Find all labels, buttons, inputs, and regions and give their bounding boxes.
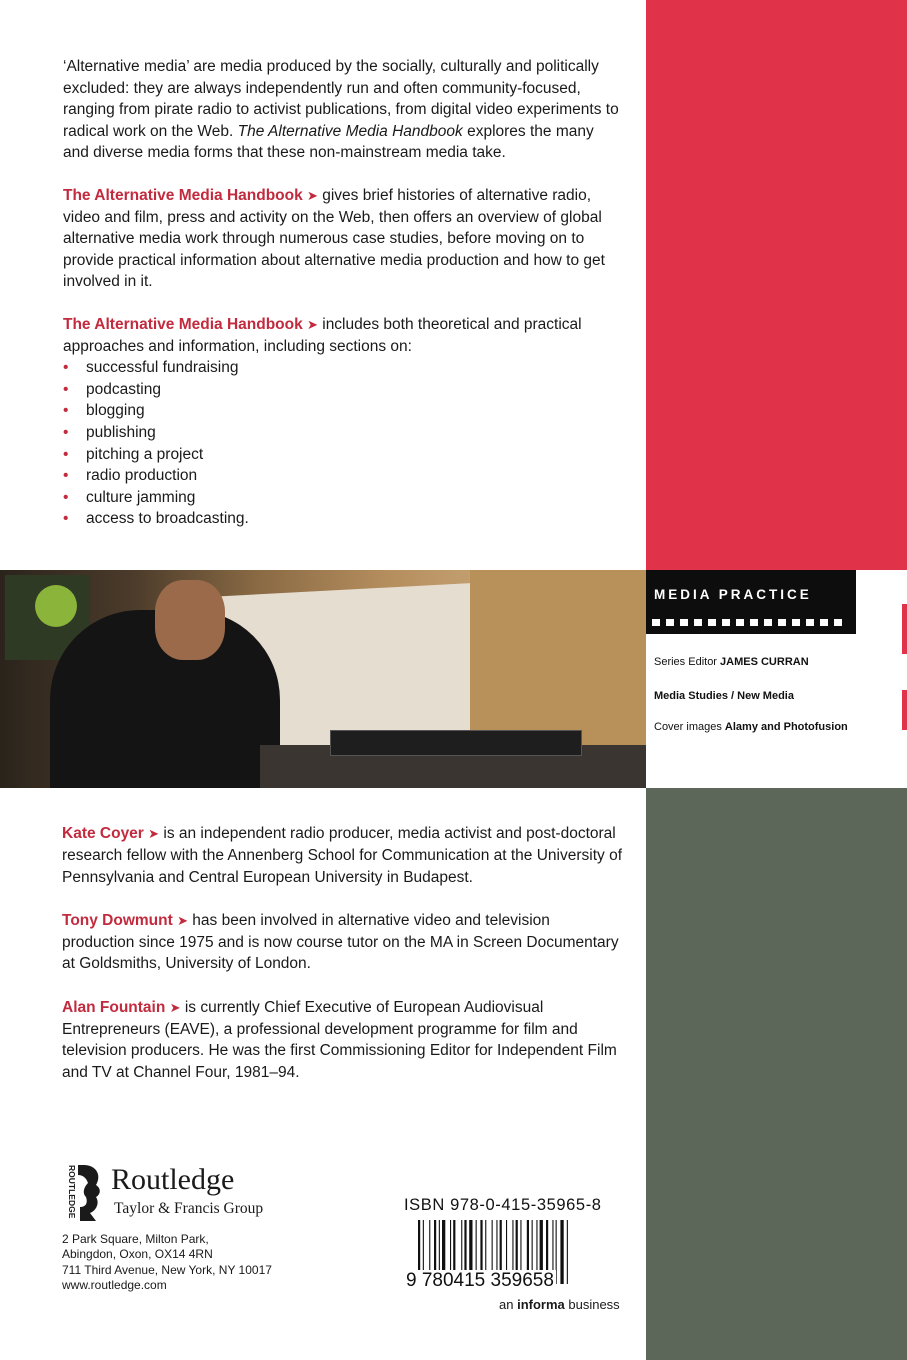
routledge-logo-icon — [62, 1163, 104, 1221]
cover-credit: Cover images Alamy and Photofusion — [654, 721, 848, 733]
list-item: • podcasting — [63, 379, 623, 401]
author-name: Alan Fountain — [62, 998, 166, 1016]
list-item: • successful fundraising — [63, 357, 623, 379]
film-strip-holes — [652, 619, 842, 626]
author-name: Tony Dowmunt — [62, 911, 173, 929]
list-item: • blogging — [63, 400, 623, 422]
publisher-url: www.routledge.com — [62, 1277, 167, 1292]
arrow-icon: ➤ — [307, 316, 318, 332]
svg-text:ROUTLEDGE: ROUTLEDGE — [67, 1165, 77, 1219]
publisher-group: Taylor & Francis Group — [114, 1200, 264, 1217]
publisher-address: 2 Park Square, Milton Park, Abingdon, Oxon, OX14 4RN 711 Third Avenue, New York, NY 10017 www.routledge.com — [62, 1232, 272, 1292]
list-item: • radio production — [63, 465, 623, 487]
author-bio: Kate Coyer ➤ is an independent radio producer, media activist and post-doctoral research fellow with the Annenberg School for Communication at the University of Pennsylvania and Central European University in Budapest. — [62, 825, 623, 886]
intro-paragraph: ‘Alternative media’ are media produced by the socially, culturally and politically excluded: they are always independently run and often community-focused, ranging from pirate radio to activist publications, from digital video experiments to radical work on the Web. The Alternative Media Handbook explores the many and diverse media forms that these non-mainstream media take. — [63, 58, 619, 162]
subject-category: Media Studies / New Media — [654, 690, 794, 702]
list-item: • publishing — [63, 422, 623, 444]
arrow-icon: ➤ — [148, 826, 160, 841]
blurb — [63, 56, 623, 530]
isbn-text: ISBN 978-0-415-35965-8 — [404, 1196, 602, 1214]
overview-paragraph: The Alternative Media Handbook ➤ gives brief histories of alternative radio, video and film, press and activity on the Web, then offers an overview of global alternative media work through numerous case studies, before moving on to provide practical information about alternative media production and how to get involved in it. — [63, 186, 605, 291]
cover-photo — [0, 570, 646, 788]
publisher-name: Routledge — [111, 1163, 235, 1196]
grey-color-panel — [646, 788, 907, 1360]
series-banner — [646, 570, 856, 634]
dj-head — [155, 580, 225, 660]
author-bio: Tony Dowmunt ➤ has been involved in alternative video and television production since 1975 and is now course tutor on the MA in Screen Documentary at Goldsmiths, University of London. — [62, 911, 619, 973]
list-item: • access to broadcasting. — [63, 508, 623, 530]
book-title: The Alternative Media Handbook — [63, 315, 303, 333]
barcode-digits: 9 780415 359658 — [406, 1270, 554, 1291]
edge-red-strip — [902, 604, 907, 654]
informa-tagline: an informa business — [499, 1297, 620, 1312]
series-editor: Series Editor JAMES CURRAN — [654, 656, 809, 668]
red-color-panel — [646, 0, 907, 570]
series-name: MEDIA PRACTICE — [654, 587, 812, 602]
list-item: • culture jamming — [63, 487, 623, 509]
topic-list — [63, 357, 623, 530]
author-bios — [62, 823, 622, 1105]
edge-red-strip — [902, 690, 907, 730]
arrow-icon: ➤ — [169, 999, 181, 1015]
author-name: Kate Coyer — [62, 825, 144, 842]
author-bio: Alan Fountain ➤ is currently Chief Executive of European Audiovisual Entrepreneurs (EAVE), a professional development programme for film and television producers. He was the first Commissioning Editor for Independent Film and TV at Channel Four, 1981–94. — [62, 998, 617, 1082]
book-title: The Alternative Media Handbook — [63, 186, 303, 204]
turntable-deck — [330, 730, 582, 756]
sections-paragraph: The Alternative Media Handbook ➤ includes both theoretical and practical approaches and information, including sections on: • successful fundraising • podcasting • blogging • publishing • pitching a project • radio production • culture jamming • access to broadcasting. — [63, 314, 623, 530]
arrow-icon: ➤ — [177, 912, 188, 928]
arrow-icon: ➤ — [307, 187, 318, 203]
list-item: • pitching a project — [63, 444, 623, 466]
